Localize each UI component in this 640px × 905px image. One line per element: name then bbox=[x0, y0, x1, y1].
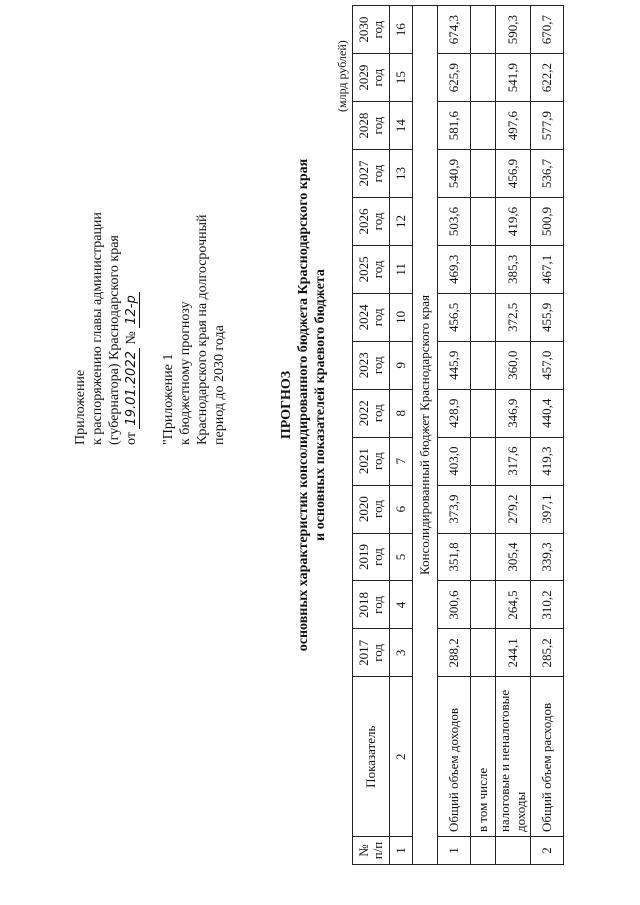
header-year bbox=[353, 485, 390, 533]
number-prefix: № bbox=[124, 331, 139, 345]
header-no: № п/п bbox=[353, 837, 390, 865]
value-cell bbox=[471, 54, 496, 102]
header-year bbox=[353, 389, 390, 437]
header-year bbox=[353, 293, 390, 341]
column-number: 1 bbox=[390, 837, 413, 865]
column-number: 4 bbox=[390, 581, 413, 629]
header-year-unit: год bbox=[370, 260, 385, 279]
header-year-number: 2019 bbox=[356, 544, 371, 570]
value-cell bbox=[471, 629, 496, 677]
header-year bbox=[353, 54, 390, 102]
header-year-number: 2026 bbox=[356, 208, 371, 235]
value-cell: 469,3 bbox=[438, 245, 471, 293]
value-cell: 360,0 bbox=[496, 341, 531, 389]
appendix-line: к бюджетному прогнозу bbox=[178, 301, 193, 445]
value-cell: 397,1 bbox=[531, 485, 564, 533]
header-year-unit: год bbox=[370, 596, 385, 614]
column-number: 6 bbox=[390, 485, 413, 533]
appendix-line: Краснодарского края на долгосрочный bbox=[195, 214, 210, 445]
approval-line: (губернатора) Краснодарского края bbox=[107, 235, 122, 445]
row-indicator: налоговые и неналоговые доходы bbox=[496, 677, 531, 837]
column-number: 11 bbox=[390, 245, 413, 293]
column-number: 7 bbox=[390, 437, 413, 485]
document-title bbox=[278, 5, 329, 805]
value-cell: 540,9 bbox=[438, 150, 471, 198]
row-number bbox=[471, 837, 496, 865]
header-year bbox=[353, 533, 390, 581]
header-year-unit: год bbox=[370, 68, 385, 87]
value-cell bbox=[471, 533, 496, 581]
column-number: 10 bbox=[390, 293, 413, 341]
header-year bbox=[353, 629, 390, 677]
date-prefix: от bbox=[124, 432, 139, 445]
value-cell bbox=[471, 341, 496, 389]
header-year-unit: год bbox=[370, 644, 385, 662]
row-number: 2 bbox=[531, 837, 564, 865]
value-cell bbox=[471, 245, 496, 293]
value-cell: 264,5 bbox=[496, 581, 531, 629]
value-cell bbox=[471, 485, 496, 533]
handwritten-date: 19.01.2022 bbox=[124, 348, 140, 428]
value-cell: 456,9 bbox=[496, 150, 531, 198]
header-year bbox=[353, 197, 390, 245]
approval-date-line bbox=[123, 25, 140, 445]
value-cell bbox=[471, 437, 496, 485]
appendix-block bbox=[160, 25, 228, 445]
title-subline: и основных показателей краевого бюджета bbox=[313, 269, 328, 541]
column-number: 9 bbox=[390, 341, 413, 389]
header-year-number: 2020 bbox=[356, 496, 371, 523]
column-number: 5 bbox=[390, 533, 413, 581]
value-cell: 279,2 bbox=[496, 485, 531, 533]
value-cell: 440,4 bbox=[531, 389, 564, 437]
header-year bbox=[353, 150, 390, 198]
value-cell: 419,3 bbox=[531, 437, 564, 485]
value-cell: 403,0 bbox=[438, 437, 471, 485]
header-year-unit: год bbox=[370, 356, 385, 375]
header-year bbox=[353, 102, 390, 150]
value-cell: 244,1 bbox=[496, 629, 531, 677]
header-year bbox=[353, 437, 390, 485]
header-year-number: 2018 bbox=[356, 591, 371, 618]
header-year-number: 2017 bbox=[356, 639, 371, 666]
value-cell bbox=[471, 197, 496, 245]
value-cell: 351,8 bbox=[438, 533, 471, 581]
header-year-unit: год bbox=[370, 164, 385, 183]
table-row bbox=[496, 6, 531, 865]
header-year-unit: год bbox=[370, 20, 385, 39]
row-indicator: Общий объем расходов bbox=[531, 677, 564, 837]
value-cell bbox=[471, 6, 496, 54]
header-year-unit: год bbox=[370, 548, 385, 566]
value-cell: 500,9 bbox=[531, 197, 564, 245]
value-cell: 577,9 bbox=[531, 102, 564, 150]
header-year-number: 2028 bbox=[356, 112, 371, 139]
header-year-number: 2025 bbox=[356, 256, 371, 283]
title-subline: основных характеристик консолидированного бюджета Краснодарского края bbox=[296, 158, 311, 652]
appendix-line: период до 2030 года bbox=[212, 325, 227, 445]
section-label: Консолидированный бюджет Краснодарского края bbox=[413, 6, 438, 865]
value-cell: 305,4 bbox=[496, 533, 531, 581]
value-cell bbox=[471, 150, 496, 198]
value-cell: 346,9 bbox=[496, 389, 531, 437]
row-number bbox=[496, 837, 531, 865]
header-year-number: 2024 bbox=[356, 304, 371, 331]
column-number: 12 bbox=[390, 197, 413, 245]
header-year-number: 2030 bbox=[356, 16, 371, 43]
value-cell: 445,9 bbox=[438, 341, 471, 389]
value-cell: 372,5 bbox=[496, 293, 531, 341]
value-cell: 457,0 bbox=[531, 341, 564, 389]
value-cell: 622,2 bbox=[531, 54, 564, 102]
row-number: 1 bbox=[438, 837, 471, 865]
handwritten-number: 12-р bbox=[124, 292, 140, 328]
header-year-number: 2023 bbox=[356, 352, 371, 379]
value-cell: 497,6 bbox=[496, 102, 531, 150]
header-year bbox=[353, 581, 390, 629]
value-cell: 456,5 bbox=[438, 293, 471, 341]
value-cell: 625,9 bbox=[438, 54, 471, 102]
value-cell: 467,1 bbox=[531, 245, 564, 293]
column-number: 3 bbox=[390, 629, 413, 677]
value-cell: 419,6 bbox=[496, 197, 531, 245]
value-cell: 385,3 bbox=[496, 245, 531, 293]
header-year-number: 2022 bbox=[356, 400, 371, 427]
header-indicator: Показатель bbox=[353, 677, 390, 837]
value-cell: 317,6 bbox=[496, 437, 531, 485]
title-heading: ПРОГНОЗ bbox=[279, 370, 294, 440]
value-cell bbox=[471, 293, 496, 341]
row-indicator: Общий объем доходов bbox=[438, 677, 471, 837]
header-year-unit: год bbox=[370, 308, 385, 327]
approval-line: к распоряжению главы администрации bbox=[90, 212, 105, 445]
approval-block bbox=[72, 25, 140, 445]
header-year-number: 2027 bbox=[356, 160, 371, 187]
header-year-unit: год bbox=[370, 116, 385, 135]
value-cell: 428,9 bbox=[438, 389, 471, 437]
value-cell: 339,3 bbox=[531, 533, 564, 581]
header-year-unit: год bbox=[370, 212, 385, 231]
value-cell: 590,3 bbox=[496, 6, 531, 54]
value-cell: 310,2 bbox=[531, 581, 564, 629]
header-year-unit: год bbox=[370, 500, 385, 518]
value-cell: 373,9 bbox=[438, 485, 471, 533]
column-numbers-row bbox=[390, 6, 413, 865]
forecast-table bbox=[352, 5, 564, 865]
value-cell bbox=[471, 102, 496, 150]
table-row bbox=[531, 6, 564, 865]
header-year-number: 2029 bbox=[356, 64, 371, 91]
column-number: 14 bbox=[390, 102, 413, 150]
column-number: 8 bbox=[390, 389, 413, 437]
value-cell: 285,2 bbox=[531, 629, 564, 677]
value-cell: 503,6 bbox=[438, 197, 471, 245]
value-cell: 288,2 bbox=[438, 629, 471, 677]
value-cell: 541,9 bbox=[496, 54, 531, 102]
header-year bbox=[353, 6, 390, 54]
value-cell: 536,7 bbox=[531, 150, 564, 198]
header-year-unit: год bbox=[370, 404, 385, 423]
header-year-unit: год bbox=[370, 452, 385, 470]
section-row bbox=[413, 6, 438, 865]
header-year-number: 2021 bbox=[356, 448, 371, 475]
value-cell: 674,3 bbox=[438, 6, 471, 54]
value-cell: 455,9 bbox=[531, 293, 564, 341]
value-cell: 581,6 bbox=[438, 102, 471, 150]
units-label: (млрд рублей) bbox=[335, 40, 349, 112]
table-row bbox=[471, 6, 496, 865]
approval-line: Приложение bbox=[73, 369, 88, 445]
table-header-row bbox=[353, 6, 390, 865]
value-cell bbox=[471, 389, 496, 437]
column-number: 2 bbox=[390, 677, 413, 837]
column-number: 15 bbox=[390, 54, 413, 102]
appendix-line: "Приложение 1 bbox=[161, 353, 176, 445]
value-cell bbox=[471, 581, 496, 629]
table-row bbox=[438, 6, 471, 865]
value-cell: 300,6 bbox=[438, 581, 471, 629]
row-indicator: в том числе bbox=[471, 677, 496, 837]
header-year bbox=[353, 341, 390, 389]
header-year bbox=[353, 245, 390, 293]
column-number: 13 bbox=[390, 150, 413, 198]
column-number: 16 bbox=[390, 6, 413, 54]
value-cell: 670,7 bbox=[531, 6, 564, 54]
